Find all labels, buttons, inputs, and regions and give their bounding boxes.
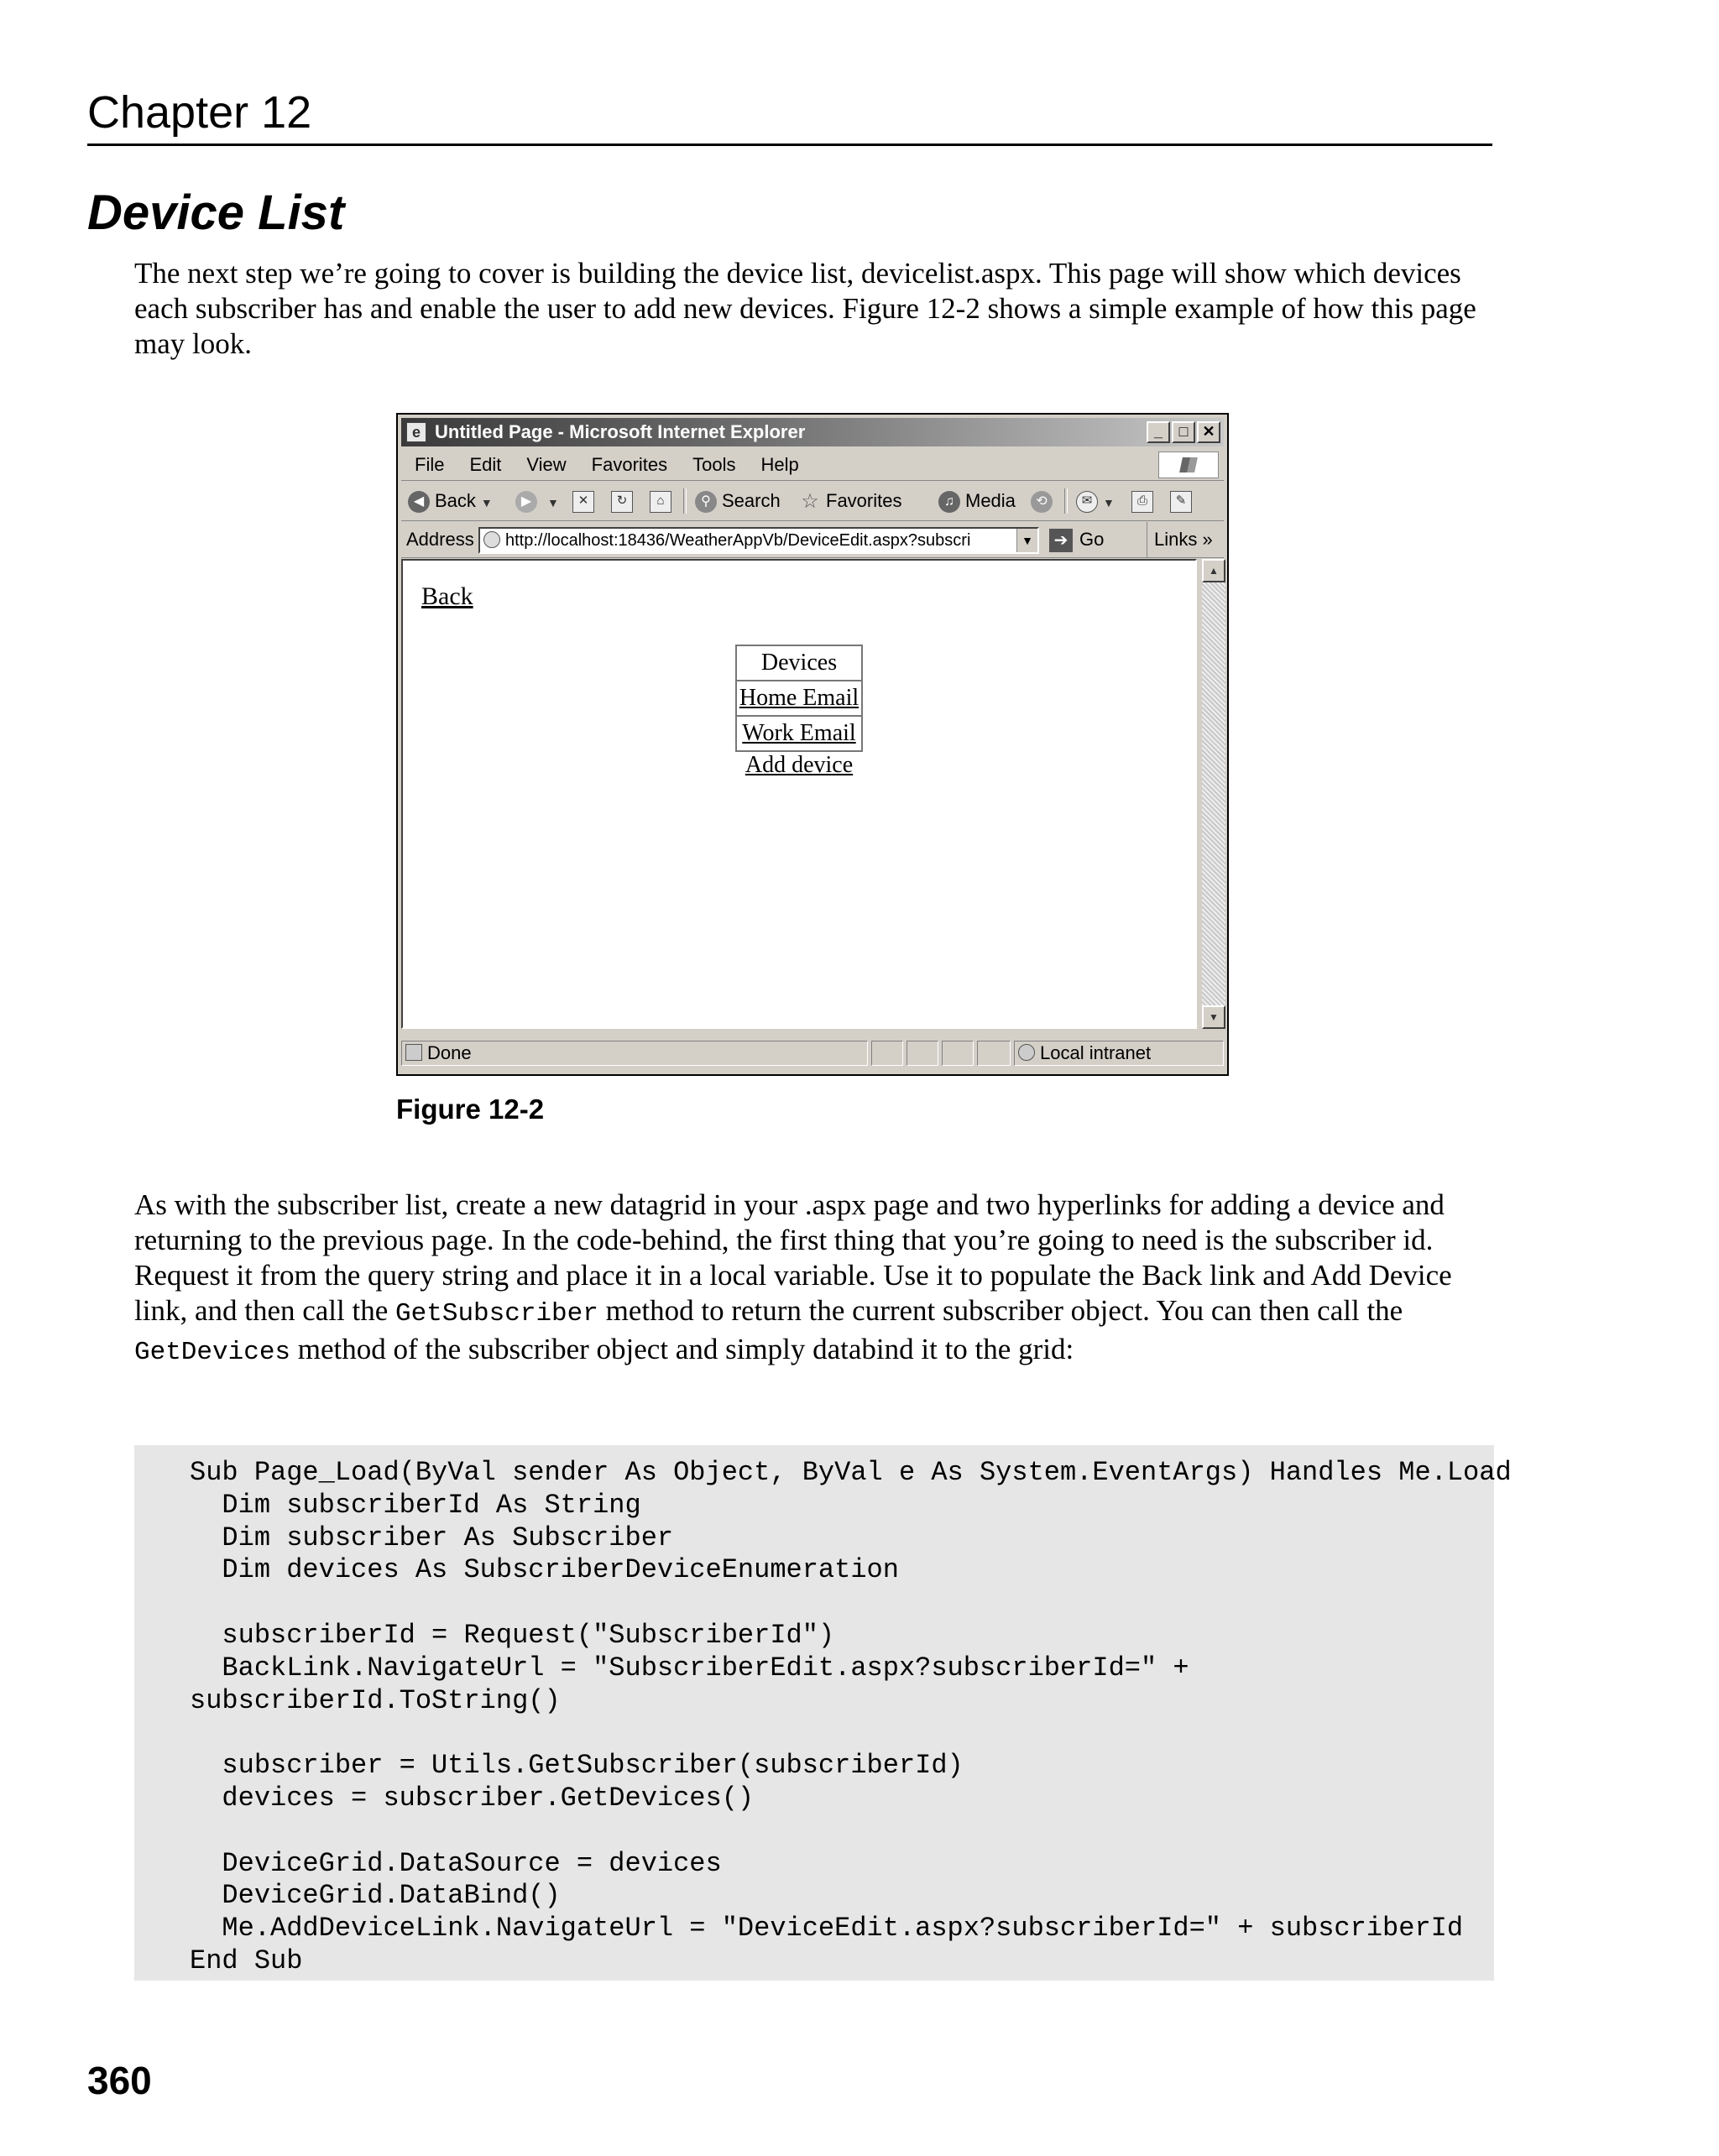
inline-code: GetDevices — [134, 1338, 291, 1367]
section-heading: Device List — [87, 185, 345, 240]
star-icon: ☆ — [801, 490, 819, 514]
menu-view[interactable]: View — [526, 454, 567, 475]
back-arrow-icon: ◀ — [408, 491, 430, 513]
status-zone — [1014, 1041, 1224, 1066]
refresh-icon: ↻ — [611, 491, 633, 513]
close-button[interactable]: ✕ — [1197, 421, 1220, 443]
status-panel — [871, 1041, 903, 1066]
edit-button[interactable] — [1170, 482, 1192, 520]
grid-row — [736, 681, 862, 716]
address-input[interactable] — [478, 527, 1039, 554]
mail-icon: ✉ — [1076, 491, 1098, 513]
forward-button[interactable] — [515, 482, 559, 520]
links-button[interactable] — [1147, 522, 1213, 557]
window-controls — [1145, 421, 1220, 443]
device-link-work-email[interactable]: Work Email — [742, 720, 856, 746]
page-done-icon — [405, 1044, 422, 1061]
back-link[interactable]: Back — [421, 582, 473, 610]
device-link-home-email[interactable]: Home Email — [739, 685, 860, 711]
favorites-button-label: Favorites — [826, 490, 902, 511]
media-icon: ♫ — [938, 491, 960, 513]
paragraph-text: As with the subscriber list, create a new datagrid in your .aspx page and two hyperlinks for adding a device and returning to the previous page. In the code-behind, the first thing that you’re going to need is the subscriber id. Request it from the query string and place it in a local variable. Use it to populate the Back link and Add Device link, and then call the — [134, 1188, 1452, 1327]
search-icon: ⚲ — [695, 491, 717, 513]
maximize-button[interactable]: □ — [1172, 421, 1195, 443]
grid-header-devices: Devices — [736, 645, 862, 681]
address-url: http://localhost:18436/WeatherAppVb/DeviceEdit.aspx?subscri — [505, 531, 971, 550]
scroll-up-icon[interactable]: ▲ — [1202, 559, 1225, 582]
media-button[interactable] — [938, 482, 1016, 520]
search-button[interactable] — [695, 482, 781, 520]
menu-tools[interactable]: Tools — [692, 454, 736, 475]
add-device-link[interactable]: Add device — [745, 752, 854, 778]
back-button[interactable] — [408, 482, 493, 520]
go-button[interactable] — [1049, 522, 1104, 557]
back-button-label: Back — [435, 490, 476, 511]
status-panel — [907, 1041, 938, 1066]
edit-page-icon: ✎ — [1170, 491, 1192, 513]
chevron-down-icon: ▼ — [1103, 496, 1115, 509]
scroll-down-icon[interactable]: ▼ — [1202, 1005, 1225, 1029]
home-icon: ⌂ — [650, 491, 671, 513]
address-bar — [401, 522, 1224, 558]
grid-row — [736, 716, 862, 751]
ie-logo-icon: e — [406, 422, 426, 442]
links-label: Links — [1154, 529, 1198, 550]
menu-help[interactable]: Help — [760, 454, 799, 475]
chapter-title: Chapter 12 — [87, 87, 312, 138]
print-icon: ⎙ — [1131, 491, 1153, 513]
explanation-paragraph — [134, 1188, 1494, 1370]
browser-screenshot — [396, 413, 1229, 1076]
status-text: Done — [427, 1042, 472, 1063]
refresh-button[interactable] — [611, 482, 633, 520]
page-number: 360 — [87, 2059, 152, 2102]
home-button[interactable] — [650, 482, 671, 520]
go-arrow-icon: ➔ — [1049, 529, 1073, 552]
minimize-button[interactable]: _ — [1147, 421, 1170, 443]
status-main — [401, 1041, 868, 1066]
paragraph-text: method of the subscriber object and simply databind it to the grid: — [290, 1333, 1074, 1365]
status-zone-text: Local intranet — [1040, 1042, 1152, 1063]
status-bar — [401, 1036, 1224, 1071]
browser-titlebar — [401, 418, 1224, 446]
stop-button[interactable] — [572, 482, 594, 520]
forward-arrow-icon: ▶ — [515, 491, 537, 513]
address-label: Address — [406, 529, 474, 550]
device-grid — [735, 645, 863, 752]
media-button-label: Media — [965, 490, 1016, 511]
mail-button[interactable] — [1076, 482, 1115, 520]
code-listing — [134, 1445, 1512, 1981]
favorites-button[interactable] — [799, 482, 901, 520]
history-button[interactable] — [1031, 482, 1058, 520]
search-button-label: Search — [722, 490, 781, 511]
inline-code: GetSubscriber — [395, 1299, 598, 1329]
browser-toolbar — [401, 482, 1224, 521]
chapter-header — [87, 87, 1492, 146]
menu-favorites[interactable]: Favorites — [591, 454, 668, 475]
chevron-right-icon: » — [1202, 529, 1213, 550]
intranet-icon — [1018, 1044, 1035, 1061]
menu-file[interactable]: File — [415, 454, 445, 475]
print-button[interactable] — [1131, 482, 1153, 520]
windows-logo-icon — [1158, 452, 1219, 478]
toolbar-separator — [683, 488, 687, 514]
address-dropdown-icon[interactable]: ▼ — [1016, 529, 1037, 552]
code-text: Sub Page_Load(ByVal sender As Object, ByVal e As System.EventArgs) Handles Me.Load Dim subscriberId As String Dim subscriber As Subscriber Dim devices As SubscriberDeviceEnumeration subscriberId = Request("SubscriberId") BackLink.NavigateUrl = "SubscriberEdit.aspx?subscriberId=" + subscriberId.ToString() subscriber = Utils.GetSubscriber(subscriberId) devices = subscriber.GetDevices() DeviceGrid.DataSource = devices DeviceGrid.DataBind() Me.AddDeviceLink.NavigateUrl = "DeviceEdit.aspx?subscriberId=" + subscriberId End Sub — [190, 1457, 1512, 1976]
status-panel — [942, 1041, 974, 1066]
menu-edit[interactable]: Edit — [469, 454, 502, 475]
menu-bar — [401, 450, 1224, 481]
stop-icon: ✕ — [572, 491, 594, 513]
intro-paragraph: The next step we’re going to cover is building the device list, devicelist.aspx. This page will show which devices each subscriber has and enable the user to add new devices. Figure 12-2 shows a simple example of how this page may look. — [134, 257, 1476, 360]
paragraph-text: method to return the current subscriber object. You can then call the — [598, 1294, 1403, 1327]
chevron-down-icon: ▼ — [480, 496, 493, 509]
browser-title: Untitled Page - Microsoft Internet Explorer — [435, 421, 806, 442]
go-label: Go — [1079, 529, 1105, 550]
page-icon — [483, 531, 500, 548]
figure-caption: Figure 12-2 — [396, 1094, 545, 1125]
chevron-down-icon: ▼ — [547, 496, 559, 509]
browser-viewport — [401, 559, 1197, 1029]
vertical-scrollbar[interactable] — [1202, 559, 1225, 1029]
status-panel — [977, 1041, 1011, 1066]
toolbar-separator — [1064, 488, 1068, 514]
history-icon: ⟲ — [1031, 491, 1053, 513]
